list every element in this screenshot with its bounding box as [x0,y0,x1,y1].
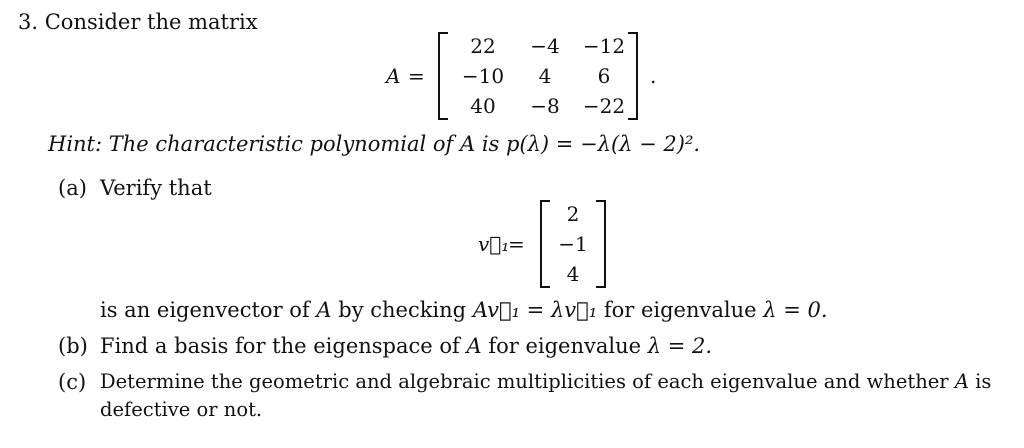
matrix-left-bracket [438,32,448,120]
part-b-pre: Find a basis for the eigenspace of [100,334,460,358]
matrix-equals: = [408,64,425,88]
followup-pre: is an eigenvector of [100,298,310,322]
followup-post: for eigenvalue [603,298,757,322]
hint-line [48,132,700,156]
eigen-equation: Av⃗₁ = λv⃗₁ [472,298,598,322]
matrix-period: . [650,64,657,88]
vector-entry: 2 [566,202,580,226]
problem-heading [18,10,258,34]
problem-intro: Consider the matrix [44,10,258,34]
hint-text: The characteristic polynomial of A is p(λ) = −λ(λ − 2)². [108,132,701,156]
matrix-ref: A [466,334,482,358]
part-a-text: Verify that [100,176,212,200]
matrix-ref: A [954,370,969,393]
problem-number: 3. [18,10,39,34]
vector-entry: −1 [558,232,588,256]
followup-mid: by checking [338,298,467,322]
part-b-text [100,334,712,358]
part-a-label: (a) [58,176,87,200]
matrix-cell: −10 [461,64,505,88]
matrix-cell: 6 [597,64,611,88]
matrix-name: A [386,64,401,88]
part-a-followup [100,298,828,322]
part-c-line2: defective or not. [100,398,263,421]
matrix-ref: A [316,298,332,322]
matrix-cell: 4 [538,64,552,88]
matrix-cell: −22 [582,94,626,118]
part-c-label: (c) [58,370,87,394]
vector-entry: 4 [566,262,580,286]
vector-equals: = [508,232,525,256]
part-b-label: (b) [58,334,88,358]
matrix-cell: 40 [470,94,496,118]
eigenvalue-b: λ = 2. [647,334,713,358]
matrix-cell: 22 [470,34,496,58]
part-c-line1 [100,370,991,393]
hint-label: Hint: [48,132,103,156]
matrix-cell: −4 [530,34,560,58]
vector-name: v⃗₁ [478,232,510,256]
part-c-post: is [975,370,992,393]
eigenvalue-a: λ = 0. [763,298,828,322]
matrix-cell: −12 [582,34,626,58]
matrix-cell: −8 [530,94,560,118]
part-b-post: for eigenvalue [488,334,642,358]
part-c-pre: Determine the geometric and algebraic multiplicities of each eigenvalue and whether [100,370,949,393]
